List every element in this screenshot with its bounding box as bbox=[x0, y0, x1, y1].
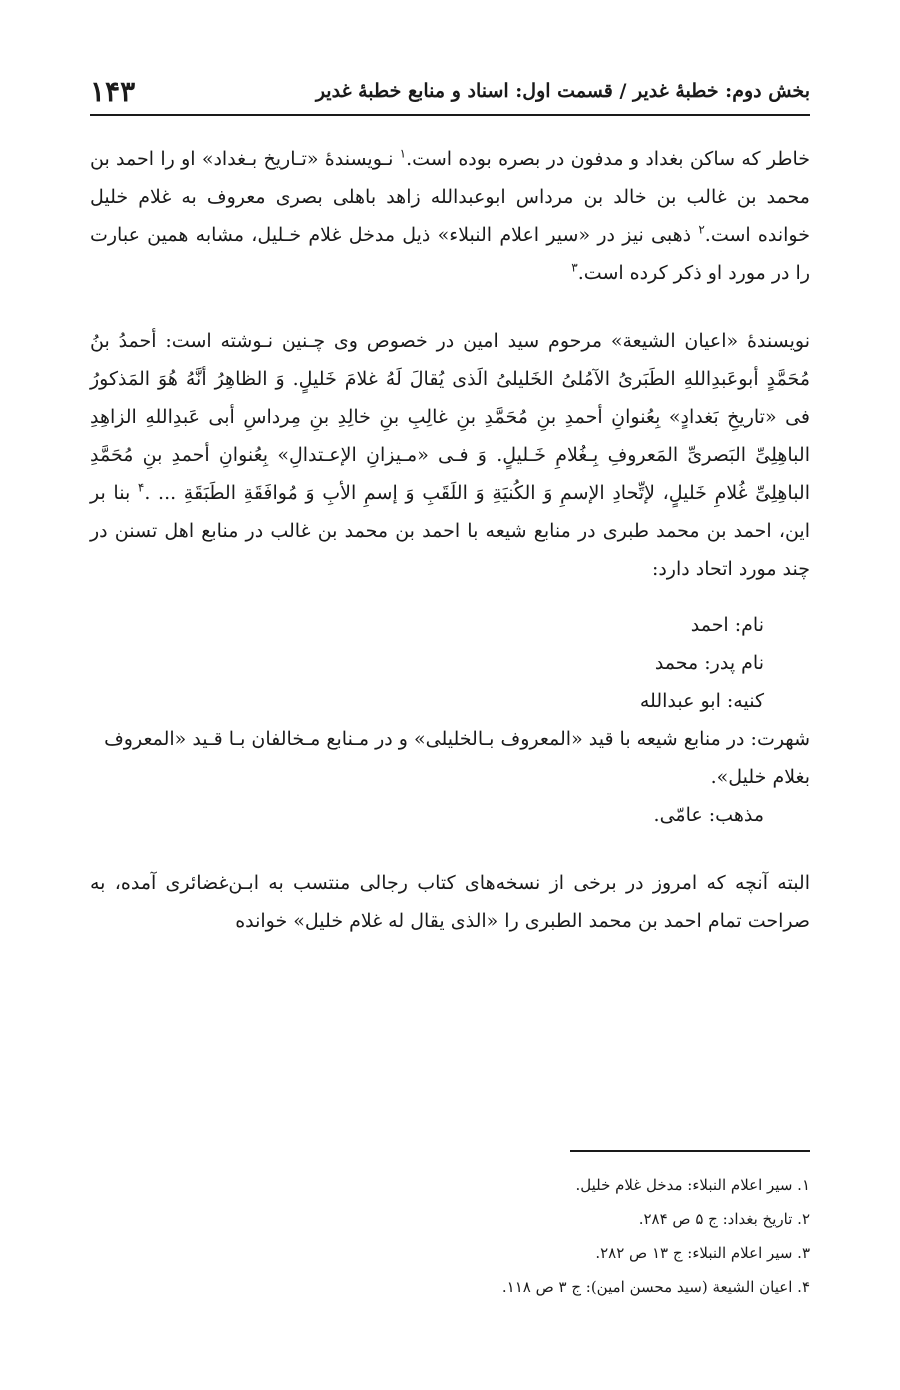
paragraph-3: البته آنچه که امروز در برخی از نسخه‌های کتاب رجالی منتسب به ابـن‌غضائری آمده، به صراحت تمام احمد بن محمد الطبری را «الذی یقال له غلام خلیل» خوانده bbox=[90, 872, 810, 932]
list-item: نام پدر: محمد bbox=[654, 652, 764, 674]
text-run: ذهبی نیز در «سیر اعلام النبلاء» ذیل مدخل غلام خـلیل، مشابه همین عبارت را در مورد او ذکر کرده است. bbox=[90, 224, 810, 284]
list-item: نام: احمد bbox=[690, 614, 764, 636]
page-body bbox=[90, 140, 810, 940]
footnote-divider bbox=[570, 1150, 810, 1152]
text-run: نـویسندهٔ «تـاریخ بـغداد» او را احمد بن محمد بن غالب بن خالد بن مرداس ابوعبدالله زاهد باهلی بصری معروف به غلام خلیل خوانده است. bbox=[90, 148, 810, 246]
paragraph-2 bbox=[90, 322, 810, 588]
list-item: شهرت: در منابع شیعه با قید «المعروف بـالخلیلی» و در مـنابع مـخالفان بـا قـید «المعروف بغلام خلیل». bbox=[104, 728, 810, 788]
footnote-2: ۲. تاریخ بغداد: ج ۵ ص ۲۸۴. bbox=[638, 1210, 810, 1228]
footnote-1: ۱. سیر اعلام النبلاء: مدخل غلام خلیل. bbox=[575, 1176, 810, 1194]
footnotes bbox=[90, 1168, 810, 1304]
list-item: مذهب: عامّی. bbox=[653, 804, 764, 826]
footnote-ref: ۱ bbox=[399, 146, 407, 161]
running-head: بخش دوم: خطبهٔ غدیر / قسمت اول: اسناد و منابع خطبهٔ غدیر bbox=[315, 80, 810, 102]
paragraph-gap bbox=[90, 834, 810, 864]
attribute-list bbox=[90, 606, 810, 834]
text-run: بنا بر این، احمد بن محمد طبری در منابع شیعه با احمد بن محمد بن غالب در منابع اهل تسنن در چند مورد اتحاد دارد: bbox=[90, 482, 810, 580]
text-run: نویسندهٔ «اعیان الشیعة» مرحوم سید امین در خصوص وی چـنین نـوشته است: أحمدُ بنُ مُحَمَّدٍ أبوعَبدِاللهِ الطَبَریُ الآمُلیُ الخَلیلیُ الَذی یُقالَ لَهُ غلامَ خَلیلٍ. وَ الظاهِرُ أنَّهُ هُوَ المَذکورُ فی «تاریخِ بَغدادٍ» بِعُنوانِ أحمدِ بنِ مُحَمَّدِ بنِ غالِبِ بنِ خالِدِ بنِ مِرداسِ أبی عَبدِاللهِ الزاهِدِ الباهِلِیِّ البَصریِّ المَعروفِ بِـغُلامِ خَـلیلٍ. وَ فـی «مـیزانِ الإعـتدالِ» بِعُنوانِ أحمدِ بنِ مُحَمَّدِ الباهِلِیِّ غُلامِ خَلیلٍ، لإتِّحادِ الإسمِ وَ الکُنیَةِ وَ اللَقَبِ وَ إسمِ الأبِ وَ مُوافَقَةِ الطَبَقَةِ ... . bbox=[90, 330, 810, 504]
list-item: کنیه: ابو عبدالله bbox=[639, 690, 764, 712]
paragraph-gap bbox=[90, 292, 810, 322]
footnote-3: ۳. سیر اعلام النبلاء: ج ۱۳ ص ۲۸۲. bbox=[595, 1244, 810, 1262]
text-run: خاطر که ساکن بغداد و مدفون در بصره بوده است. bbox=[406, 148, 811, 170]
footnote-4: ۴. اعیان الشیعة (سید محسن امین): ج ۳ ص ۱۱۸. bbox=[501, 1278, 810, 1296]
footnote-ref: ۳ bbox=[571, 260, 578, 275]
footnote-ref: ۴ bbox=[137, 480, 145, 495]
page-header bbox=[90, 68, 810, 116]
footnote-ref: ۲ bbox=[698, 222, 705, 237]
page-number: ۱۴۳ bbox=[90, 74, 136, 108]
paragraph-1 bbox=[90, 140, 810, 292]
